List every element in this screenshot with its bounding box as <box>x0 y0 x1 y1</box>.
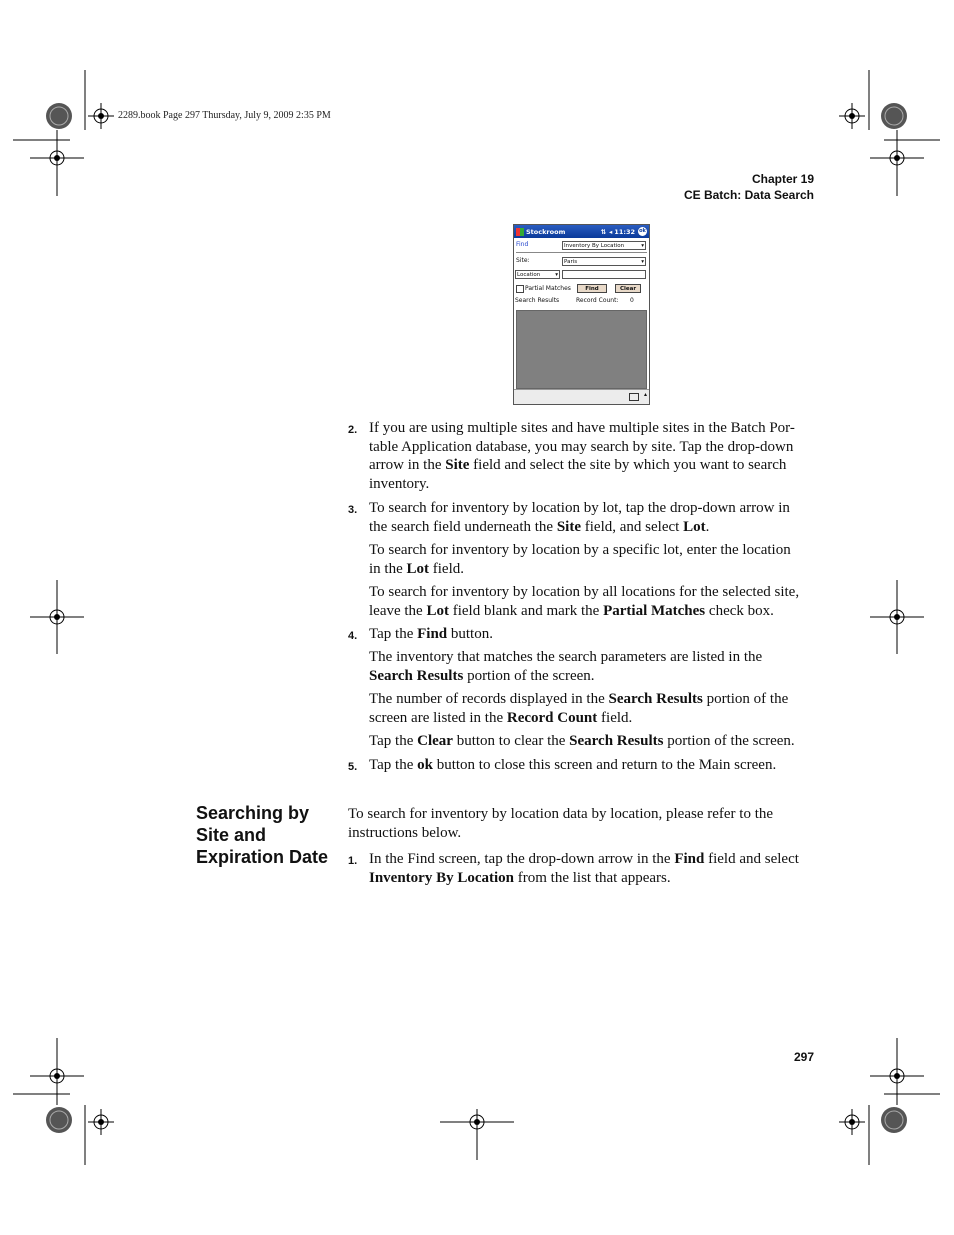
step-number: 3. <box>348 504 358 516</box>
location-dropdown-value: Location <box>517 272 541 278</box>
running-header-chapter: Chapter 19 <box>751 172 814 186</box>
file-slug: 2289.book Page 297 Thursday, July 9, 2009 2:35 PM <box>118 110 331 121</box>
clear-button[interactable]: Clear <box>615 284 641 293</box>
volume-icon: ◂ <box>609 227 613 236</box>
text-line: Tap the Clear button to clear the Search Results portion of the screen. <box>369 733 795 749</box>
text-line: To search for inventory by location by all locations for the selected site, <box>369 584 800 600</box>
step-1-text <box>369 850 814 887</box>
record-count-label: Record Count: <box>576 297 619 304</box>
find-button[interactable]: Find <box>577 284 607 293</box>
step-number: 1. <box>348 855 358 867</box>
step-4-note-1 <box>369 648 814 685</box>
chevron-down-icon: ▾ <box>641 259 644 265</box>
signal-icon: ⇅ <box>600 227 607 236</box>
step-3-note-1 <box>369 541 814 578</box>
device-title: Stockroom <box>526 227 566 236</box>
location-dropdown[interactable] <box>515 270 560 279</box>
search-results-list[interactable] <box>516 310 647 389</box>
text-line: table Application database, you may search by site. Tap the drop-down <box>369 438 794 455</box>
text-line: leave the Lot field blank and mark the Partial Matches check box. <box>369 602 774 619</box>
record-count-value: 0 <box>630 297 634 304</box>
partial-matches-checkbox[interactable] <box>516 285 524 293</box>
ok-button[interactable]: ok <box>639 228 646 234</box>
site-label: Site: <box>516 257 530 264</box>
step-4-text <box>369 625 814 644</box>
step-3-text <box>369 499 814 536</box>
find-dropdown-value: Inventory By Location <box>564 243 625 249</box>
step-5-text <box>369 756 814 775</box>
partial-matches-label: Partial Matches <box>525 285 571 292</box>
section-heading: Searching by Site and Expiration Date <box>196 803 329 867</box>
text-line: screen are listed in the Record Count field. <box>369 709 633 726</box>
device-time: 11:32 <box>614 227 635 236</box>
find-dropdown[interactable] <box>562 241 646 250</box>
text-line: instructions below. <box>348 824 462 841</box>
device-title-bar <box>514 225 649 238</box>
text-line: in the Lot field. <box>369 560 464 577</box>
device-bottom-bar <box>514 389 649 404</box>
text-line: inventory. <box>369 475 430 492</box>
site-dropdown-value: Paris <box>564 259 578 265</box>
section-intro <box>348 805 814 842</box>
text-line: Inventory By Location from the list that appears. <box>369 869 671 886</box>
step-4-note-2 <box>369 690 814 727</box>
text-line: The number of records displayed in the Search Results portion of the <box>369 691 789 707</box>
step-number: 5. <box>348 761 358 773</box>
divider <box>516 252 647 253</box>
step-3-note-2 <box>369 583 814 620</box>
step-number: 4. <box>348 630 358 642</box>
text-line: The inventory that matches the search parameters are listed in the <box>369 649 763 665</box>
device-screenshot <box>513 224 650 405</box>
windows-start-icon[interactable] <box>516 228 524 236</box>
keyboard-icon[interactable] <box>629 393 639 401</box>
find-label: Find <box>516 241 529 248</box>
step-4-note-3 <box>369 732 814 751</box>
chevron-down-icon: ▾ <box>641 243 644 249</box>
text-line: To search for inventory by location by lot, tap the drop-down arrow in <box>369 500 790 516</box>
text-line: Tap the Find button. <box>369 626 493 642</box>
text-line: the search field underneath the Site field, and select Lot. <box>369 518 710 535</box>
running-header-section: CE Batch: Data Search <box>683 188 814 202</box>
chevron-down-icon: ▾ <box>555 272 558 278</box>
text-line: arrow in the Site field and select the site by which you want to search <box>369 457 787 473</box>
search-results-label: Search Results <box>515 297 560 304</box>
text-line: Tap the ok button to close this screen and return to the Main screen. <box>369 757 777 773</box>
chevron-up-icon[interactable]: ▴ <box>643 391 647 398</box>
text-line: To search for inventory by location by a specific lot, enter the location <box>369 542 791 558</box>
text-line: In the Find screen, tap the drop-down arrow in the Find field and select <box>369 851 799 867</box>
site-dropdown[interactable] <box>562 257 646 266</box>
text-line: Search Results portion of the screen. <box>369 667 595 684</box>
step-2-text <box>369 419 814 493</box>
text-line: If you are using multiple sites and have multiple sites in the Batch Por- <box>369 420 795 436</box>
location-input[interactable] <box>562 270 646 279</box>
page-number: 297 <box>793 1050 814 1064</box>
text-line: To search for inventory by location data by location, please refer to the <box>348 806 774 822</box>
step-number: 2. <box>348 424 358 436</box>
